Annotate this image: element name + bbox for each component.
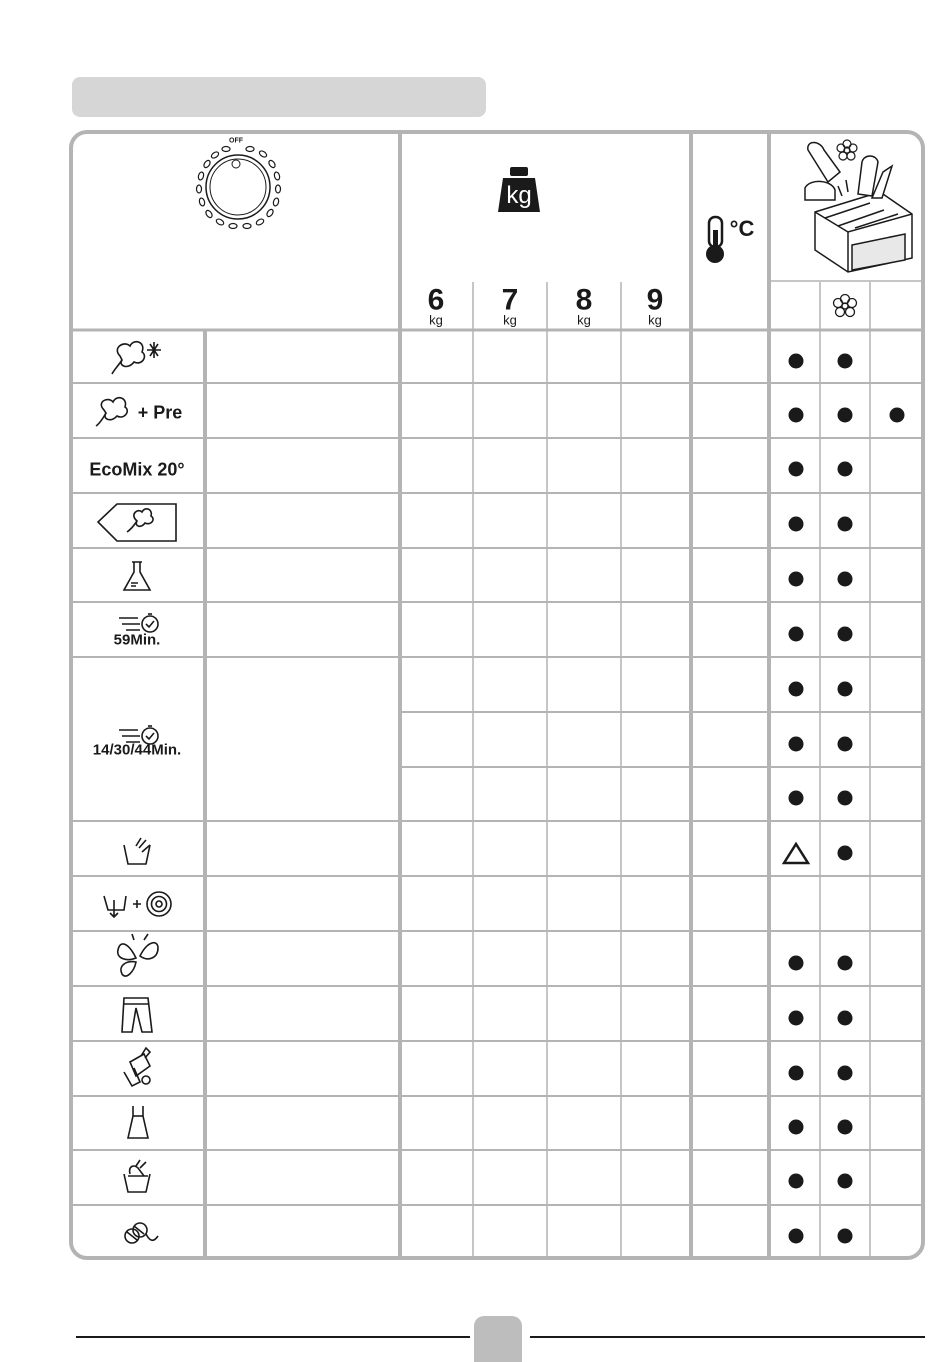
jeans-icon bbox=[122, 998, 152, 1032]
detergent-drawer-icon bbox=[805, 143, 912, 273]
mark-dot bbox=[838, 737, 853, 752]
program-dial-icon bbox=[197, 147, 281, 229]
mark-dot bbox=[838, 1011, 853, 1026]
capacity-8kg: 8 kg bbox=[575, 283, 593, 328]
mark-dot bbox=[789, 791, 804, 806]
flower-icon bbox=[837, 140, 857, 160]
mark-dot bbox=[838, 408, 853, 423]
temperature-unit-label: °C bbox=[729, 216, 755, 241]
mark-dot bbox=[789, 1174, 804, 1189]
mark-dot bbox=[838, 1066, 853, 1081]
footer-rule-left bbox=[76, 1336, 470, 1338]
mark-dot bbox=[789, 462, 804, 477]
mark-dot bbox=[789, 1229, 804, 1244]
capacity-7kg: 7 kg bbox=[501, 283, 519, 328]
capacity-9kg: 9 kg bbox=[646, 283, 664, 328]
mark-dot bbox=[838, 791, 853, 806]
mark-triangle bbox=[784, 844, 808, 863]
mark-dot bbox=[838, 846, 853, 861]
butterfly-icon bbox=[118, 934, 158, 976]
mark-dot bbox=[789, 737, 804, 752]
mark-dot bbox=[789, 682, 804, 697]
mark-dot bbox=[789, 572, 804, 587]
mark-dot bbox=[789, 517, 804, 532]
mark-dot bbox=[838, 572, 853, 587]
mark-dot bbox=[838, 956, 853, 971]
mark-dot bbox=[789, 354, 804, 369]
thermometer-icon bbox=[706, 217, 724, 263]
program-label-ecomix: EcoMix 20° bbox=[89, 459, 185, 480]
program-label-prewash: + Pre bbox=[137, 402, 183, 423]
mark-dot bbox=[838, 354, 853, 369]
mark-dot bbox=[789, 1066, 804, 1081]
mark-dot bbox=[838, 517, 853, 532]
mark-dot bbox=[838, 1174, 853, 1189]
mark-dot bbox=[838, 682, 853, 697]
capacity-6kg: 6 kg bbox=[427, 283, 445, 328]
cotton-tag-icon bbox=[98, 504, 176, 541]
footer-rule-right bbox=[530, 1336, 925, 1338]
cotton-prewash-icon bbox=[96, 398, 127, 426]
cotton-star-icon bbox=[112, 342, 161, 374]
mark-dot bbox=[838, 462, 853, 477]
dial-off-label: OFF bbox=[229, 137, 243, 145]
dress-icon bbox=[128, 1106, 148, 1138]
mark-dot bbox=[838, 627, 853, 642]
drain-spin-icon bbox=[104, 892, 171, 917]
program-label-59min: 59Min. bbox=[113, 631, 161, 649]
mark-dot bbox=[789, 627, 804, 642]
mark-dot bbox=[838, 1229, 853, 1244]
flask-icon bbox=[124, 562, 150, 590]
page-number-tab bbox=[474, 1316, 522, 1362]
softener-flower-icon bbox=[834, 295, 857, 317]
mark-dot bbox=[890, 408, 905, 423]
suitability-marks bbox=[784, 354, 905, 1244]
mark-dot bbox=[789, 956, 804, 971]
hand-wash-icon bbox=[124, 1160, 150, 1192]
mark-dot bbox=[789, 408, 804, 423]
baby-bottle-icon bbox=[124, 1048, 150, 1086]
program-label-14-30-44min: 14/30/44Min. bbox=[92, 741, 182, 759]
rapid-timer-icon bbox=[119, 614, 158, 632]
mark-dot bbox=[838, 1120, 853, 1135]
weight-badge-label: kg bbox=[506, 182, 532, 209]
wool-yarn-icon bbox=[125, 1223, 158, 1243]
mark-dot bbox=[789, 1120, 804, 1135]
rinse-tub-icon bbox=[124, 838, 150, 864]
mark-dot bbox=[789, 1011, 804, 1026]
